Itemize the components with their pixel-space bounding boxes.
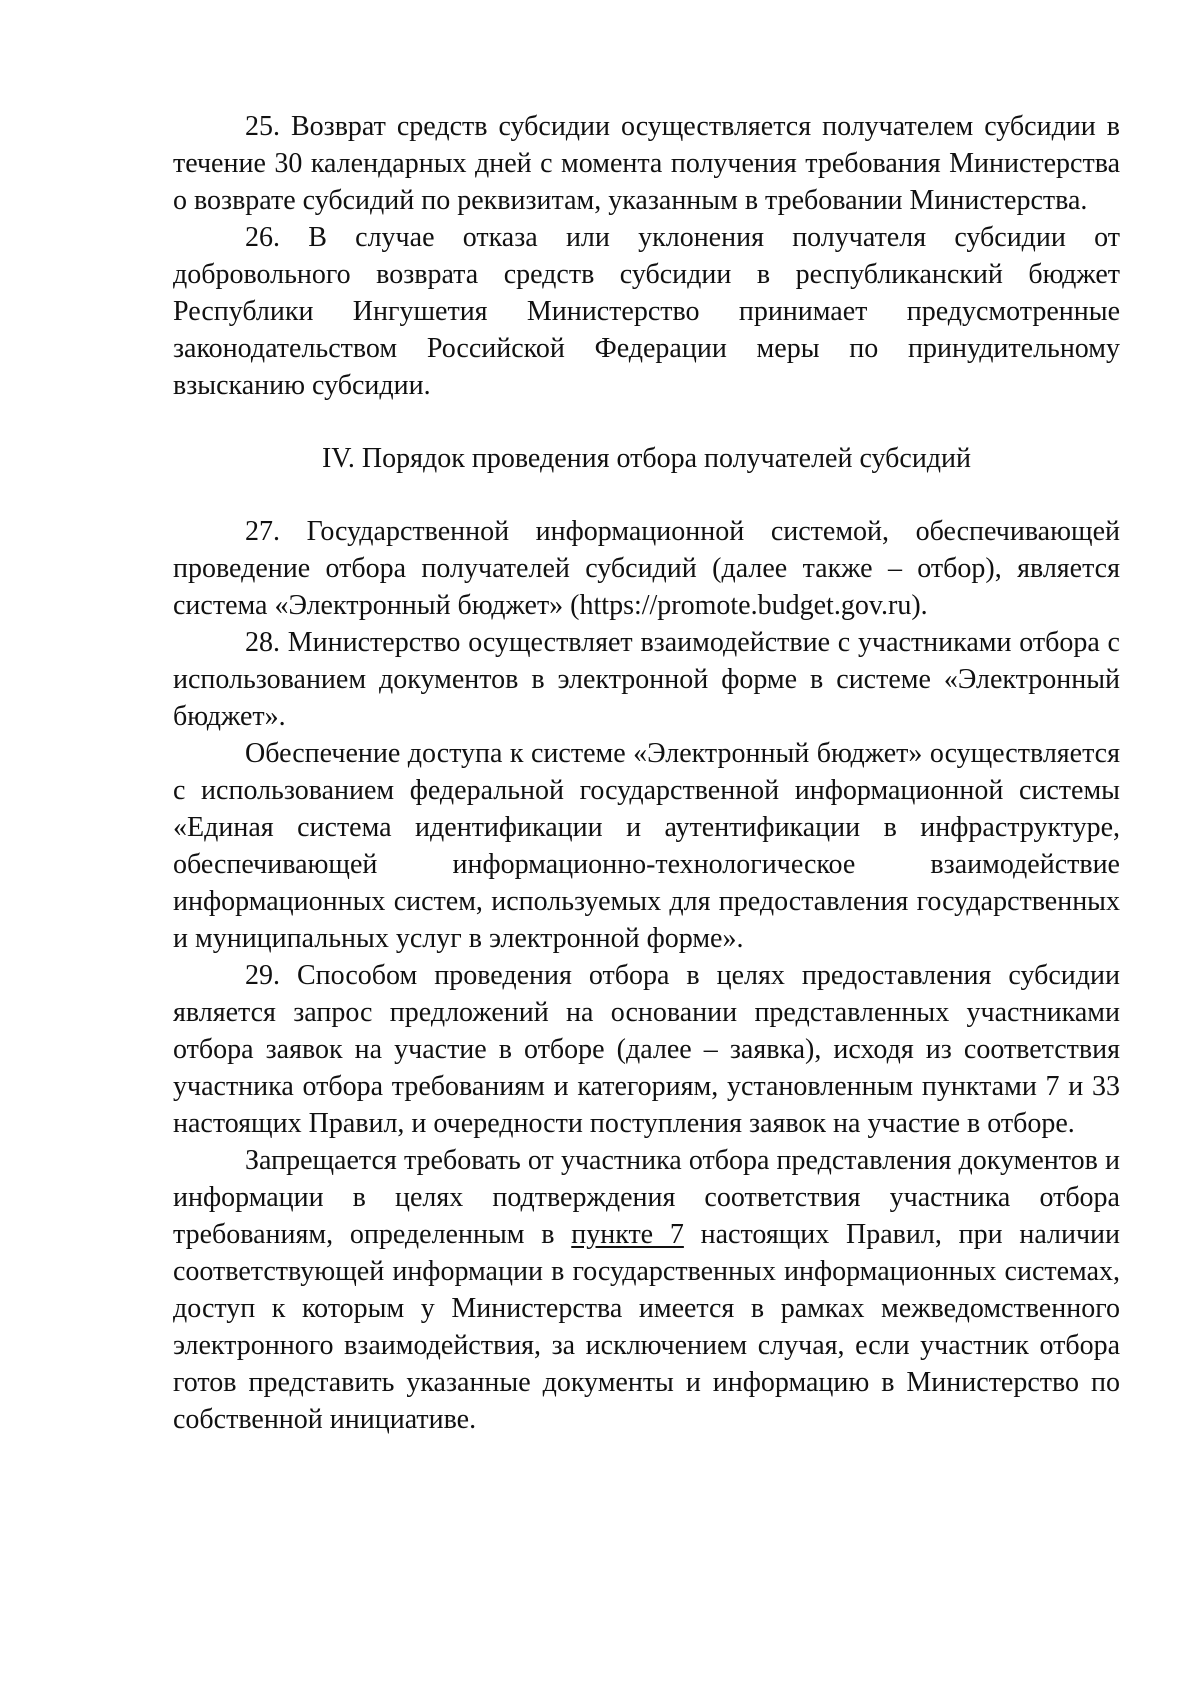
paragraph-27: 27. Государственной информационной системой, обеспечивающей проведение отбора получателей субсидий (далее также – отбор), является система «Электронный бюджет» (https://promote.budget.gov.ru).	[173, 516, 1120, 621]
clause-7-link[interactable]: пункте 7	[571, 1219, 684, 1250]
section-heading: IV. Порядок проведения отбора получателей субсидий	[321, 443, 972, 474]
paragraph-prohibition	[173, 1142, 1120, 1438]
paragraph-access: Обеспечение доступа к системе «Электронный бюджет» осуществляется с использованием федеральной государственной информационной системы «Единая система идентификации и аутентификации в инфраструктуре, обеспечивающей информационно-технологическое взаимодействие информационных систем, используемых для предоставления государственных и муниципальных услуг в электронной форме».	[173, 738, 1120, 954]
paragraph-28: 28. Министерство осуществляет взаимодействие с участниками отбора с использованием документов в электронной форме в системе «Электронный бюджет».	[173, 627, 1120, 732]
prohibition-text-end: настоящих Правил, при наличии соответствующей информации в государственных информационных системах, доступ к которым у Министерства имеется в рамках межведомственного электронного взаимодействия, за исключением случая, если участник отбора готов представить указанные документы и информацию в Министерство по собственной инициативе.	[173, 1219, 1120, 1435]
prohibition-text-start: Запрещается требовать от участника отбора представления документов и информации в целях подтверждения соответствия участника отбора требованиям, определенным в	[173, 1145, 1120, 1250]
paragraph-26: 26. В случае отказа или уклонения получателя субсидии от добровольного возврата средств субсидии в республиканский бюджет Республики Ингушетия Министерство принимает предусмотренные законодательством Российской Федерации меры по принудительному взысканию субсидии.	[173, 222, 1120, 401]
document-page	[173, 108, 1120, 1438]
paragraph-25: 25. Возврат средств субсидии осуществляется получателем субсидии в течение 30 календарных дней с момента получения требования Министерства о возврате субсидий по реквизитам, указанным в требовании Министерства.	[173, 111, 1120, 216]
paragraph-29: 29. Способом проведения отбора в целях предоставления субсидии является запрос предложений на основании представленных участниками отбора заявок на участие в отборе (далее – заявка), исходя из соответствия участника отбора требованиям и категориям, установленным пунктами 7 и 33 настоящих Правил, и очередности поступления заявок на участие в отборе.	[173, 960, 1120, 1139]
